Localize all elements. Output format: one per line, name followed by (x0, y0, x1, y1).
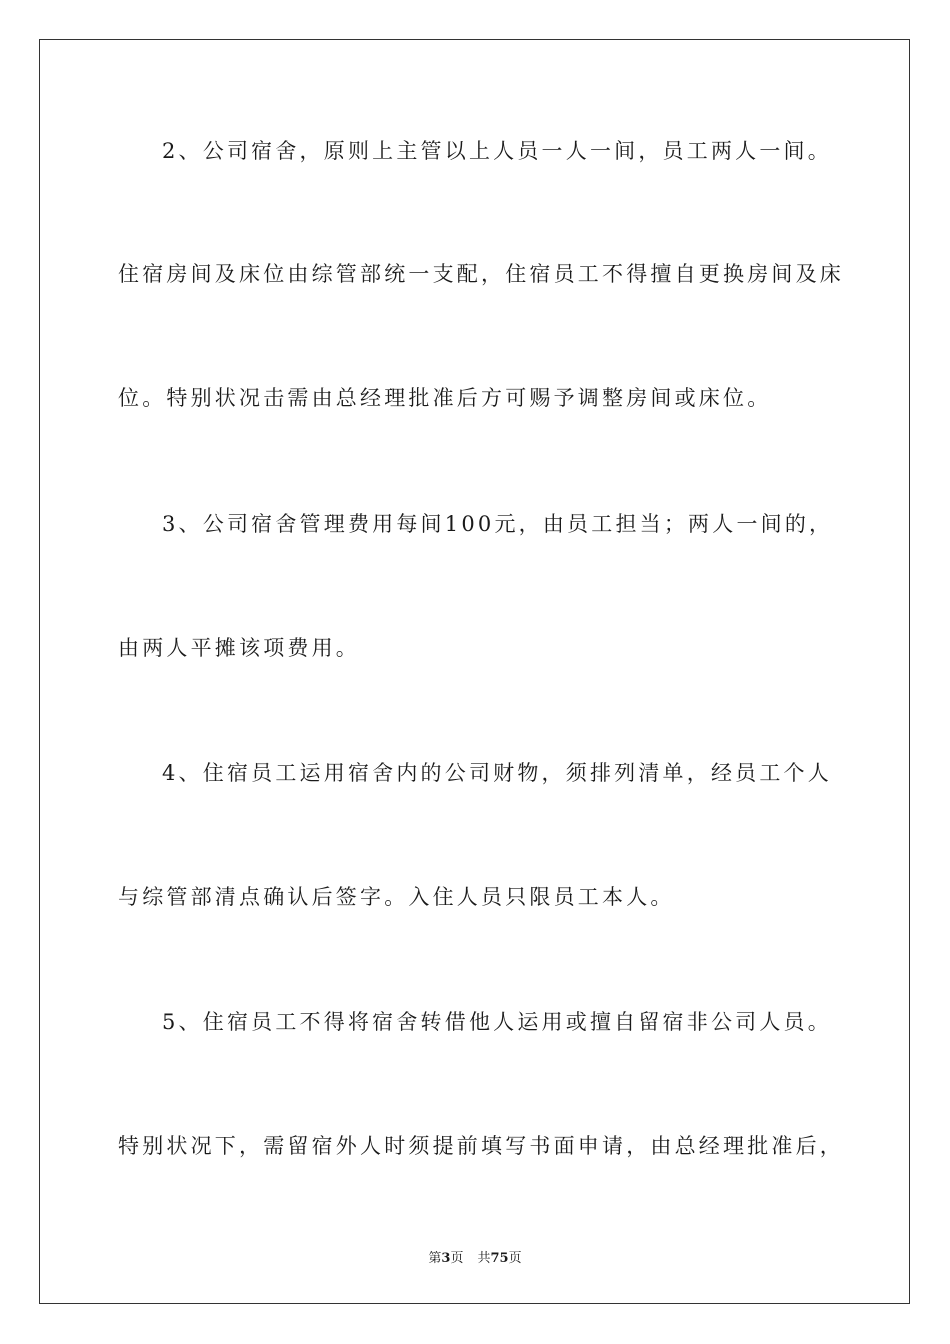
paragraph-line: 由两人平摊该项费用。 (118, 636, 360, 660)
footer-page-number: 3 (441, 1251, 451, 1266)
paragraph-line: 4、住宿员工运用宿舍内的公司财物，须排列清单，经员工个人 (162, 761, 832, 785)
page-border (39, 39, 910, 1304)
paragraph-line: 位。特别状况击需由总经理批准后方可赐予调整房间或床位。 (118, 386, 772, 410)
paragraph-line: 3、公司宿舍管理费用每间100元，由员工担当；两人一间的， (162, 512, 834, 536)
footer-total-prefix: 共 (477, 1251, 491, 1266)
paragraph-line: 2、公司宿舍，原则上主管以上人员一人一间，员工两人一间。 (162, 139, 832, 163)
footer-page-prefix: 第 (428, 1251, 442, 1266)
footer-page-suffix: 页 (450, 1251, 464, 1266)
footer-total-suffix: 页 (508, 1251, 522, 1266)
footer-total-pages: 75 (490, 1251, 509, 1266)
paragraph-line: 与综管部清点确认后签字。入住人员只限员工本人。 (118, 885, 675, 909)
page-footer (0, 1247, 950, 1266)
paragraph-line: 5、住宿员工不得将宿舍转借他人运用或擅自留宿非公司人员。 (162, 1010, 832, 1034)
paragraph-line: 住宿房间及床位由综管部统一支配，住宿员工不得擅自更换房间及床 (118, 262, 844, 286)
paragraph-line: 特别状况下，需留宿外人时须提前填写书面申请，由总经理批准后， (118, 1134, 844, 1158)
